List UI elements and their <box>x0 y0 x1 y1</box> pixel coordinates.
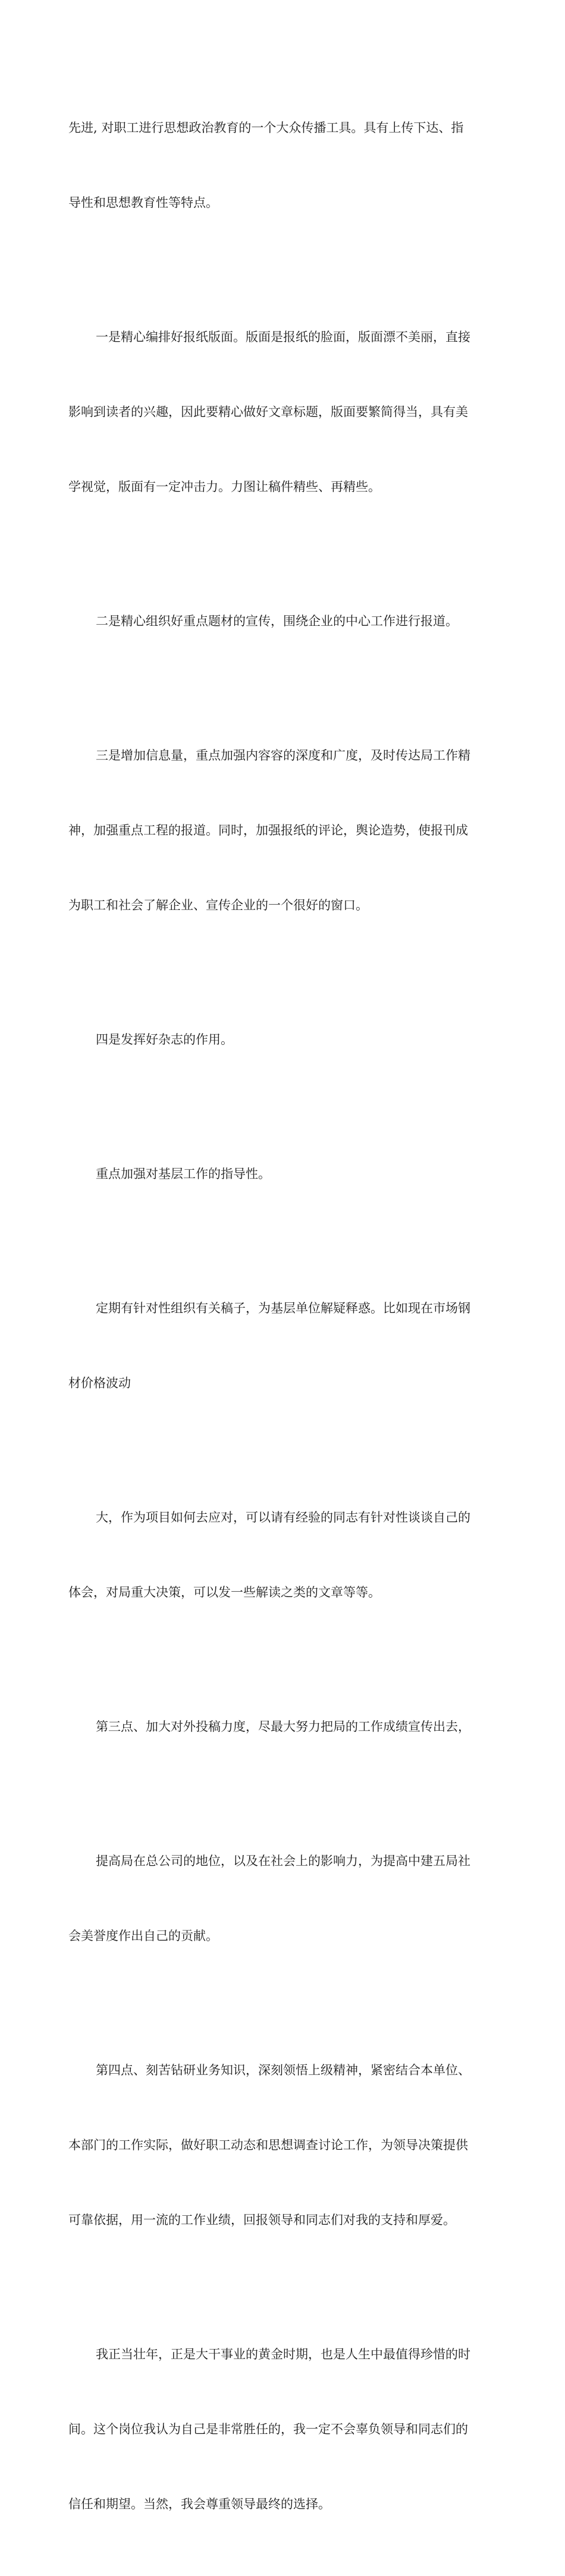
paragraph-line: 重点加强对基层工作的指导性。 <box>96 1167 271 1181</box>
paragraph-line: 大，作为项目如何去应对，可以请有经验的同志有针对性谈谈自己的 <box>96 1510 470 1525</box>
paragraph-line: 影响到读者的兴趣，因此要精心做好文章标题，版面要繁简得当，具有美 <box>68 405 468 419</box>
paragraph-line: 体会，对局重大决策，可以发一些解读之类的文章等等。 <box>68 1585 381 1599</box>
paragraph-line: 信任和期望。当然，我会尊重领导最终的选择。 <box>68 2497 331 2511</box>
paragraph-line: 神，加强重点工程的报道。同时，加强报纸的评论，舆论造势，使报刊成 <box>68 823 468 837</box>
paragraph-line: 先进, 对职工进行思想政治教育的一个大众传播工具。具有上传下达、指 <box>68 121 464 135</box>
paragraph-line: 提高局在总公司的地位，以及在社会上的影响力，为提高中建五局社 <box>96 1854 470 1868</box>
paragraph-line: 我正当壮年，正是大干事业的黄金时期，也是人生中最值得珍惜的时 <box>96 2347 470 2361</box>
paragraph-12 <box>68 2292 497 2566</box>
paragraph-10 <box>68 1799 497 1998</box>
paragraph-line: 四是发挥好杂志的作用。 <box>96 1032 233 1047</box>
paragraph-8 <box>68 1455 497 1655</box>
paragraph-line: 二是精心组织好重点题材的宣传，围绕企业的中心工作进行报道。 <box>96 614 458 628</box>
paragraph-line: 一是精心编排好报纸版面。版面是报纸的脸面，版面漂不美丽，直接 <box>96 330 470 344</box>
paragraph-line: 材价格波动 <box>68 1376 131 1390</box>
paragraph-11 <box>68 2008 497 2282</box>
paragraph-line: 第四点、刻苦钻研业务知识，深刻领悟上级精神，紧密结合本单位、 <box>96 2063 470 2077</box>
paragraph-line: 导性和思想教育性等特点。 <box>68 196 218 210</box>
document-body <box>68 65 497 2576</box>
paragraph-3 <box>68 559 497 684</box>
paragraph-line: 会美誉度作出自己的贡献。 <box>68 1929 218 1943</box>
paragraph-9 <box>68 1664 497 1789</box>
paragraph-line: 本部门的工作实际，做好职工动态和思想调查讨论工作，为领导决策提供 <box>68 2138 468 2152</box>
paragraph-2 <box>68 275 497 549</box>
paragraph-line: 为职工和社会了解企业、宣传企业的一个很好的窗口。 <box>68 898 368 912</box>
paragraph-line: 可靠依据，用一流的工作业绩，回报领导和同志们对我的支持和厚爱。 <box>68 2213 456 2227</box>
paragraph-line: 第三点、加大对外投稿力度，尽最大努力把局的工作成绩宣传出去， <box>96 1720 470 1734</box>
paragraph-line: 间。这个岗位我认为自己是非常胜任的，我一定不会辜负领导和同志们的 <box>68 2422 468 2436</box>
paragraph-7 <box>68 1246 497 1446</box>
paragraph-4 <box>68 693 497 968</box>
paragraph-line: 三是增加信息量，重点加强内容容的深度和广度，及时传达局工作精 <box>96 748 470 763</box>
paragraph-6 <box>68 1111 497 1236</box>
paragraph-1 <box>68 65 497 265</box>
paragraph-line: 定期有针对性组织有关稿子，为基层单位解疑释惑。比如现在市场钢 <box>96 1301 470 1315</box>
paragraph-5 <box>68 977 497 1102</box>
paragraph-line: 学视觉，版面有一定冲击力。力图让稿件精些、再精些。 <box>68 480 381 494</box>
